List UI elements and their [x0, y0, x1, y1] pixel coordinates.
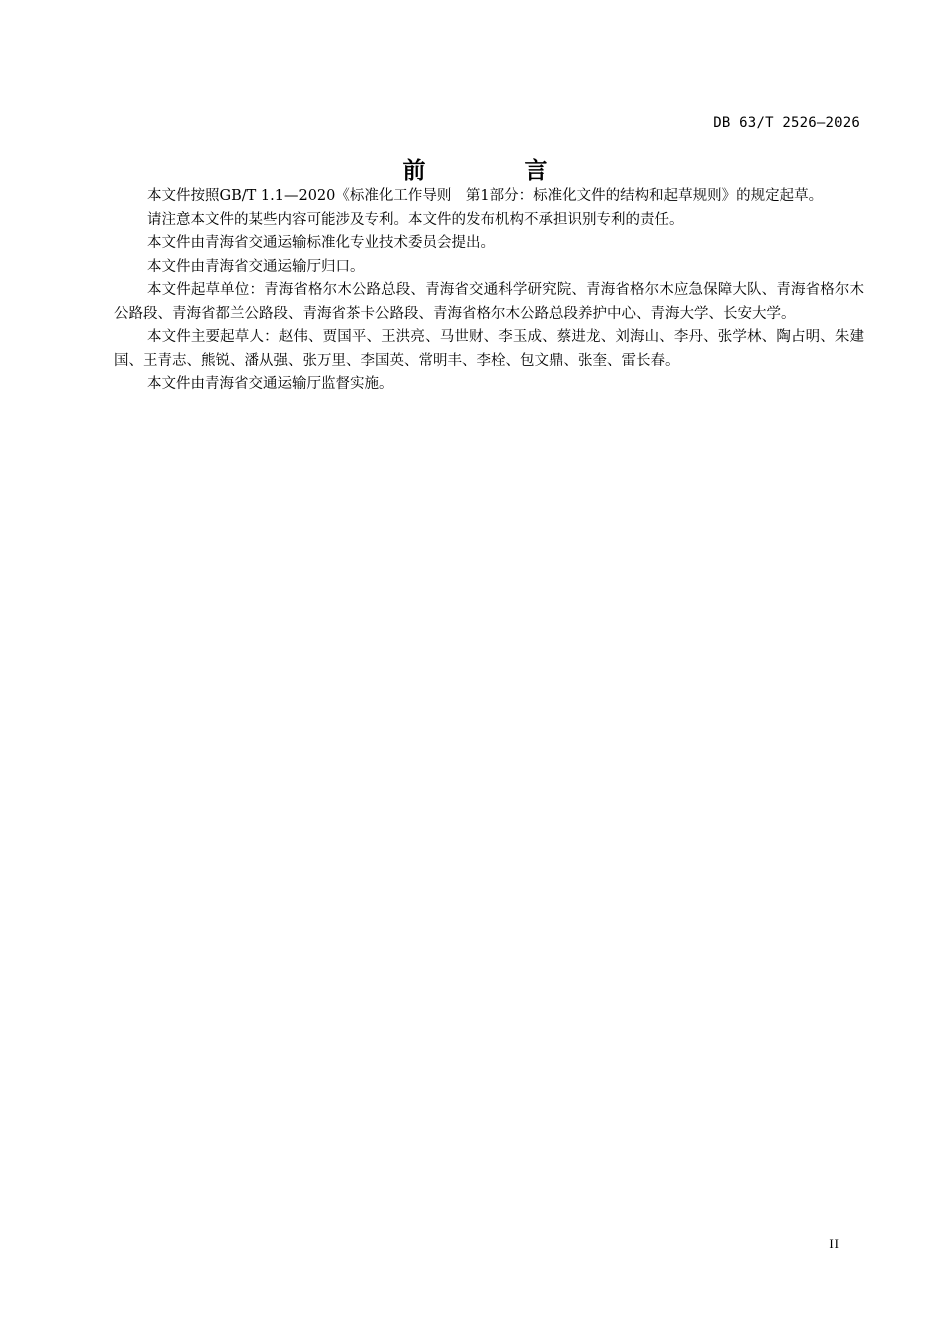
- document-code: DB 63/T 2526—2026: [713, 115, 860, 131]
- paragraph-centralized-unit: 本文件由青海省交通运输厅归口。: [147, 258, 365, 275]
- paragraph-patent-notice: 请注意本文件的某些内容可能涉及专利。本文件的发布机构不承担识别专利的责任。: [147, 211, 684, 228]
- paragraph-proposer: 本文件由青海省交通运输标准化专业技术委员会提出。: [147, 235, 495, 251]
- page-number: II: [829, 1236, 840, 1251]
- paragraph-drafting-rules: 本文件按照GB/T 1.1—2020《标准化工作导则 第1部分：标准化文件的结构和起草规则》的规定起草。: [147, 188, 824, 204]
- paragraph-main-drafters: 本文件主要起草人：赵伟、贾国平、王洪亮、马世财、李玉成、蔡进龙、刘海山、李丹、张学林、陶占明、朱建国、王青志、熊锐、潘从强、张万里、李国英、常明丰、李栓、包文鼎、张奎、雷长春。: [114, 329, 864, 369]
- preface-body: [114, 185, 864, 397]
- page-title: 前 言: [402, 158, 586, 184]
- paragraph-drafting-units: 本文件起草单位：青海省格尔木公路总段、青海省交通科学研究院、青海省格尔木应急保障大队、青海省格尔木公路段、青海省都兰公路段、青海省茶卡公路段、青海省格尔木公路总段养护中心、青海大学、长安大学。: [114, 282, 864, 322]
- paragraph-supervision: 本文件由青海省交通运输厅监督实施。: [147, 376, 394, 392]
